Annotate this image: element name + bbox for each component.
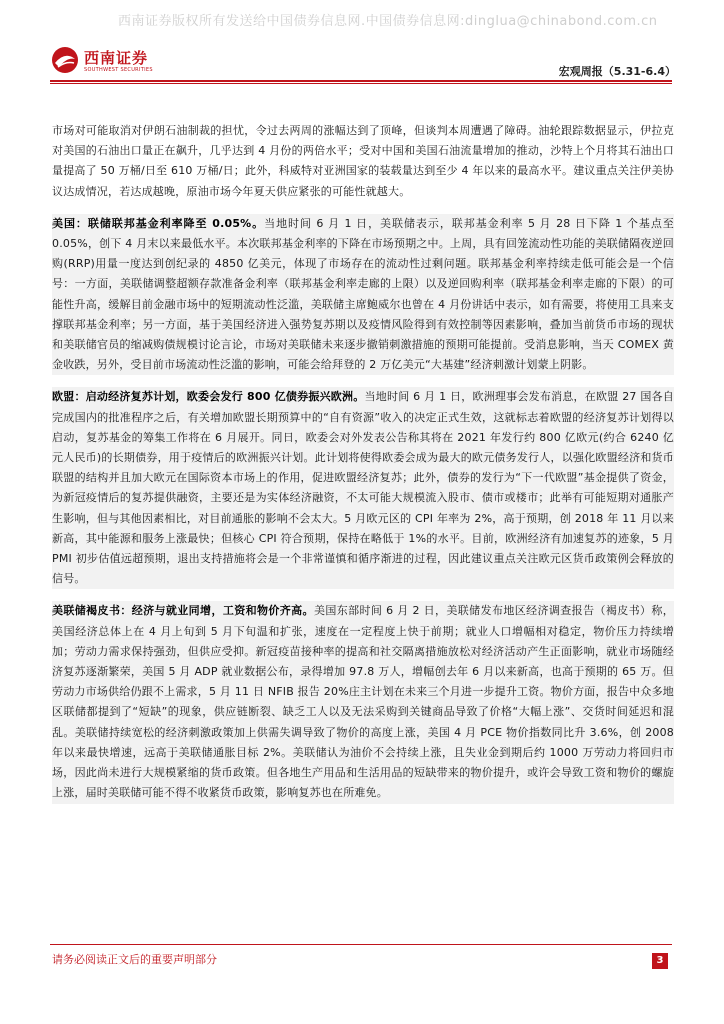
paragraph-eu-recovery (52, 387, 674, 589)
company-logo (50, 45, 170, 81)
paragraph-us-fed-rate-text: 当地时间 6 月 1 日，美联储表示，联邦基金利率 5 月 28 日下降 1 个基点至 0.05%，创下 4 月末以来最低水平。本次联邦基金利率的下降在市场预期之中。上周，具有回笼流动性功能的美联储隔夜逆回购(RRP)用量一度达到创纪录的 4850 亿美元，体现了市场存在的流动性过剩问题。联邦基金利率持续走低可能会是一个信号：一方面，美联储调整超额存款准备金利率（联邦基金利率走廊的上限）以及逆回购利率（联邦基金利率走廊的下限）的可能性升高，缓解目前金融市场中的短期流动性泛滥，美联储主席鲍威尔也曾在 4 月份讲话中表示，如有需要，将使用工具来支撑联邦基金利率；另一方面，基于美国经济进入强势复苏期以及疫情风险得到有效控制等因素影响，叠加当前货币市场的现状和美联储官员的缩减购债规模讨论言论，市场对美联储未来逐步撤销刺激措施的预期可能提前。受消息影响，当天 COMEX 黄金收跌，另外，受目前市场流动性泛滥的影响，可能会给拜登的 2 万亿美元“大基建”经济刺激计划蒙上阴影。 (52, 216, 674, 372)
paragraph-beige-book-text: 美国东部时间 6 月 2 日，美联储发布地区经济调查报告（褐皮书）称，美国经济总体上在 4 月上旬到 5 月下旬温和扩张，速度在一定程度上快于前期；就业人口增幅相对稳定，物价压力持续增加；劳动力需求保持强劲，但供应受抑。新冠疫苗接种率的提高和社交隔离措施放松对经济活动产生正面影响，就业市场随经济复苏逐渐繁荣，美国 5 月 ADP 就业数据公布，录得增加 97.8 万人，增幅创去年 6 月以来新高，也高于预期的 65 万。但劳动力市场供给仍跟不上需求，5 月 11 日 NFIB 报告 20%庄主计划在未来三个月进一步提升工资。物价方面，报告中众多地区联储都提到了“短缺”的现象，供应链断裂、缺乏工人以及无法采购到关键商品导致了价格“大幅上涨”、交货时间延迟和混乱。美联储持续宽松的经济刺激政策加上供需失调导致了物价的高度上涨，美国 4 月 PCE 物价指数同比升 3.6%，创 2008 年以来最快增速，远高于美联储通胀目标 2%。美联储认为油价不会持续上涨，且失业金到期后约 1000 万劳动力将回归市场，因此尚未进行大规模紧缩的货币政策。但各地生产用品和生活用品的短缺带来的物价提升，或许会导致工资和物价的螺旋上涨，届时美联储可能不得不收紧货币政策，影响复苏也在所难免。 (52, 604, 674, 800)
paragraph-beige-book-heading: 美联储褐皮书：经济与就业同增，工资和物价齐高。 (52, 604, 314, 618)
footer-divider (50, 944, 672, 945)
disclaimer-text: 请务必阅读正文后的重要声明部分 (52, 953, 217, 966)
logo-name-en: SOUTHWEST SECURITIES (84, 67, 153, 73)
page-number: 3 (652, 953, 668, 969)
paragraph-eu-recovery-text: 当地时间 6 月 1 日，欧洲理事会发布消息，在欧盟 27 国各自完成国内的批准程序之后，有关增加欧盟长期预算中的“自有资源”收入的决定正式生效，这就标志着欧盟的经济复苏计划得以启动，复苏基金的筹集工作将在 6 月展开。同日，欧委会对外发表公告称其将在 2021 年发行约 800 亿欧元(约合 6240 亿元人民币)的长期债券，用于疫情后的欧洲振兴计划。此计划将使得欧委会成为最大的欧元债务发行人，以强化欧盟经济和货币联盟的结构并且加大欧元在国际资本市场上的作用，促进欧盟经济复苏；此外，债券的发行为“下一代欧盟”基金提供了资金，为新冠疫情后的复苏提供融资，主要还是为实体经济融资，不太可能大规模流入股市、债市或楼市；此举有可能短期对通胀产生影响，但与其他因素相比，对目前通胀的影响不会太大。5 月欧元区的 CPI 年率为 2%，高于预期，创 2018 年 11 月以来新高，其中能源和服务上涨最快；但核心 CPI 符合预期，保持在略低于 1%的水平。目前，欧洲经济有加速复苏的迹象，5 月 PMI 初步估值远超预期，退出支持措施将会是一个非常谨慎和循序渐进的过程，因此建议重点关注欧元区货币政策例会释放的信号。 (52, 390, 675, 586)
watermark-text: 西南证券版权所有发送给中国债券信息网.中国债券信息网:dinglua@chinabond.com.cn (118, 14, 658, 29)
header-divider-thin (50, 83, 672, 84)
article-body (52, 121, 674, 816)
logo-mark-icon (50, 45, 80, 75)
paragraph-eu-recovery-heading: 欧盟：启动经济复苏计划，欧委会发行 800 亿债券振兴欧洲。 (52, 390, 365, 404)
paragraph-us-fed-rate-heading: 美国：联储联邦基金利率降至 0.05%。 (52, 216, 265, 230)
logo-name-cn: 西南证券 (84, 49, 149, 67)
paragraph-oil-text: 市场对可能取消对伊朗石油制裁的担忧，令过去两周的涨幅达到了顶峰，但谈判本周遭遇了障碍。油轮跟踪数据显示，伊拉克对美国的石油出口量正在飙升，几乎达到 4 月份的两倍水平；受对中国和美国石油流量增加的推动，沙特上个月将其石油出口量提高了 50 万桶/日至 610 万桶/日；此外，科威特对亚洲国家的装载量达到至少 4 年以来的最高水平。建议重点关注伊美协议达成情况，若达成越晚，原油市场今年夏天供应紧张的可能性就越大。 (52, 124, 674, 198)
report-title: 宏观周报（5.31-6.4） (558, 65, 676, 78)
paragraph-oil (52, 121, 674, 202)
paragraph-us-fed-rate (52, 214, 674, 376)
header-divider (50, 80, 672, 82)
paragraph-beige-book (52, 601, 674, 803)
